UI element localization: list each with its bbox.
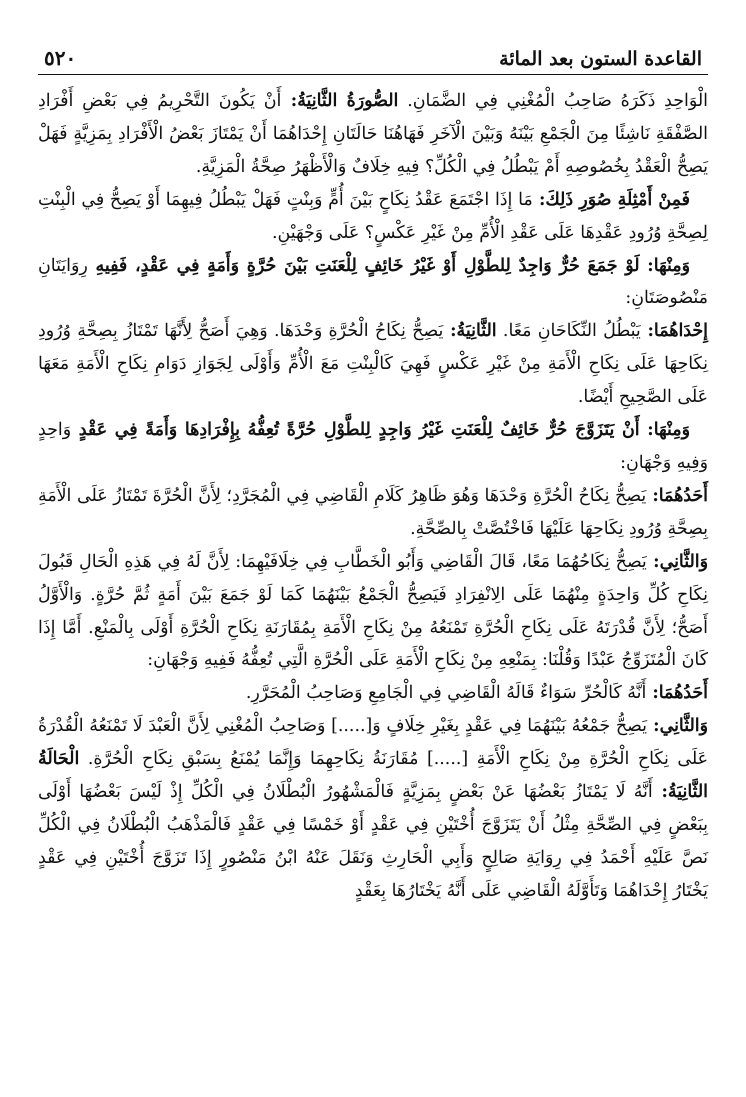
paragraph (38, 480, 708, 546)
paragraph (38, 250, 708, 316)
bold-text-segment: وَالثَّانِي: (646, 551, 709, 572)
page-number: ٥٢٠ (44, 46, 77, 70)
bold-text-segment: الصُّورَةُ الثَّانِيَةُ: (281, 91, 399, 111)
paragraph (38, 414, 708, 480)
text-segment: أَنَّهُ كَالْحُرِّ سَوَاءٌ قَالَهُ الْقَاضِي فِي الْجَامِعِ وَصَاحِبُ الْمُحَرَّرِ. (245, 683, 647, 704)
text-segment: وَاحِدٍ وَفِيهِ وَجْهَانِ: (38, 420, 708, 473)
bold-text-segment: فَمِنْ أَمْثِلَةِ صُوَرِ ذَلِكَ: (532, 189, 690, 210)
paragraph (38, 85, 708, 184)
text-segment: يَصِحُّ نِكَاحُهُمَا مَعًا، قَالَ الْقَاضِي وَأَبُو الْخَطَّابِ فِي خِلَافَيْهِمَا: لِأَنَّ لَهُ فِي هَذِهِ الْحَالِ قَبُولَ نِكَاحِ كُلِّ وَاحِدَةٍ مِنْهُمَا عَلَى الِانْفِرَادِ فَيَصِحُّ الْجَمْعُ بَيْنَهُمَا كَمَا لَوْ جَمَعَ بَيْنَ أَمَةٍ ثُمَّ حُرَّةٍ. وَالْأَوَّلُ أَصَحُّ؛ لِأَنَّ قُدْرَتَهُ عَلَى نِكَاحِ الْحُرَّةِ تَمْنَعُهُ مِنْ نِكَاحِ الْأَمَةِ بِمُقَارَنَةِ نِكَاحِ الْحُرَّةِ أَوْلَى بِالْمَنْعِ. أَمَّا إِذَا كَانَ الْمُتَزَوِّجُ عَبْدًا وَقُلْنَا: بِمَنْعِهِ مِنْ نِكَاحِ الْأَمَةِ عَلَى الْحُرَّةِ الَّتِي تُعِفُّهُ فَفِيهِ وَجْهَانِ: (38, 551, 708, 671)
text-segment: يَصِحُّ نِكَاحُ الْحُرَّةِ وَحْدَهَا. وَهِيَ أَصَحُّ لِأَنَّهَا تَمْتَازُ بِصِحَّةِ وُرُودِ نِكَاحِهَا عَلَى نِكَاحِ الْأَمَةِ مِنْ غَيْرِ عَكْسٍ فَهِيَ كَالْبِنْتِ مَعَ الْأُمِّ وَأَوْلَى لِجَوَازِ دَوَامِ نِكَاحِ الْأَمَةِ مَعَهَا عَلَى الصَّحِيحِ أَيْضًا. (38, 321, 708, 408)
paragraph (38, 315, 708, 414)
text-segment: أَنَّهُ لَا يَمْتَازُ بَعْضُهَا عَنْ بَعْضٍ بِمَزِيَّةٍ فَالْمَشْهُورُ الْبُطْلَانُ فِي الْكُلِّ إِذْ لَيْسَ بَعْضُهَا أَوْلَى بِبَعْضٍ فِي الصِّحَّةِ مِثْلُ أَنْ يَتَزَوَّجَ أُخْتَيْنِ فِي عَقْدٍ أَوْ خَمْسًا فِي عَقْدٍ فَالْمَذْهَبُ الْبُطْلَانُ فِي الْكُلِّ نَصَّ عَلَيْهِ أَحْمَدُ فِي رِوَايَةِ صَالِحٍ وَأَبِي الْحَارِثِ وَنَقَلَ عَنْهُ ابْنُ مَنْصُورٍ إِذَا تَزَوَّجَ أُخْتَيْنِ فِي عَقْدٍ يَخْتَارُ إِحْدَاهُمَا وَتَأَوَّلَهُ الْقَاضِي عَلَى أَنَّهُ يَخْتَارُهَا بِعَقْدٍ (38, 782, 708, 901)
text-segment: الْوَاحِدِ ذَكَرَهُ صَاحِبُ الْمُغْنِي فِي الضَّمَانِ. (398, 91, 708, 111)
running-head-title: القاعدة الستون بعد المائة (499, 48, 702, 70)
running-head (38, 42, 708, 75)
bold-text-segment: وَمِنْهَا: أَنْ يَتَزَوَّجَ حُرٌّ خَائِفٌ لِلْعَنَتِ غَيْرُ وَاجِدٍ لِلطَّوْلِ حُرَّةً تُعِفُّهُ بِإِفْرَادِهَا وَأَمَةً فِي عَقْدٍ (71, 420, 690, 441)
text-segment: أَنْ يَكُونَ التَّحْرِيمُ فِي بَعْضِ أَفْرَادِ الصَّفْقَةِ نَاشِئًا مِنَ الْجَمْعِ بَيْنَهُ وَبَيْنَ الْآخَرِ فَهَاهُنَا حَالَتَانِ إِحْدَاهُمَا أَنْ يَمْتَازَ بَعْضُ الْأَفْرَادِ بِمَزِيَّةٍ فَهَلْ يَصِحُّ الْعَقْدُ بِخُصُوصِهِ أَمْ يَبْطُلُ فِي الْكُلِّ؟ فِيهِ خِلَافٌ وَالْأَظْهَرُ صِحَّةُ الْمَزِيَّةِ. (38, 91, 708, 177)
bold-text-segment: الثَّانِيَةُ: (443, 321, 497, 342)
text-segment: يَبْطُلُ النِّكَاحَانِ مَعًا. (496, 321, 641, 342)
text-segment: رِوَايَتَانِ مَنْصُوصَتَانِ: (38, 255, 708, 309)
text-segment: مَا إِذَا اجْتَمَعَ عَقْدُ نِكَاحٍ بَيْنَ أُمٍّ وَبِنْتٍ فَهَلْ يَبْطُلُ فِيهِمَا أَوْ يَصِحُّ فِي الْبِنْتِ لِصِحَّةِ وُرُودِ عَقْدِهَا عَلَى عَقْدِ الْأُمِّ مِنْ غَيْرِ عَكْسٍ؟ عَلَى وَجْهَيْنِ. (38, 189, 708, 243)
bold-text-segment: إِحْدَاهُمَا: (640, 321, 708, 342)
paragraph (38, 710, 708, 907)
text-segment: يَصِحُّ نِكَاحُ الْحُرَّةِ وَحْدَهَا وَهُوَ ظَاهِرُ كَلَامِ الْقَاضِي فِي الْمُجَرَّدِ؛ لِأَنَّ الْحُرَّةَ تَمْتَازُ عَلَى الْأَمَةِ بِصِحَّةِ وُرُودِ نِكَاحِهَا عَلَيْهَا فَاخْتُصَّتْ بِالصِّحَّةِ. (38, 485, 708, 539)
bold-text-segment: أَحَدُهُمَا: (646, 683, 708, 704)
paragraph (38, 184, 708, 250)
bold-text-segment: وَمِنْهَا: لَوْ جَمَعَ حُرٌّ وَاجِدٌ لِلطَّوْلِ أَوْ غَيْرُ خَائِفٍ لِلْعَنَتِ بَيْنَ حُرَّةٍ وَأَمَةٍ فِي عَقْدٍ، فَفِيهِ (87, 255, 690, 276)
text-segment: يَصِحُّ جَمْعُهُ بَيْنَهُمَا فِي عَقْدٍ بِغَيْرِ خِلَافٍ وَ[.....] وَصَاحِبُ الْمُغْنِي لِأَنَّ الْعَبْدَ لَا تَمْنَعُهُ الْقُدْرَةُ عَلَى نِكَاحِ الْحُرَّةِ مِنْ نِكَاحِ الْأَمَةِ [.....] مُقَارَنَةُ نِكَاحِهِمَا وَإِنَّمَا يُمْنَعُ بِسَبْقِ نِكَاحِ الْحُرَّةِ. (38, 716, 708, 770)
bold-text-segment: الْحَالَةُ الثَّانِيَةُ: (38, 749, 708, 803)
paragraph (38, 546, 708, 678)
bold-text-segment: أَحَدُهُمَا: (646, 485, 708, 506)
body-text (38, 85, 708, 908)
paragraph (38, 677, 708, 710)
bold-text-segment: وَالثَّانِي: (646, 716, 708, 737)
